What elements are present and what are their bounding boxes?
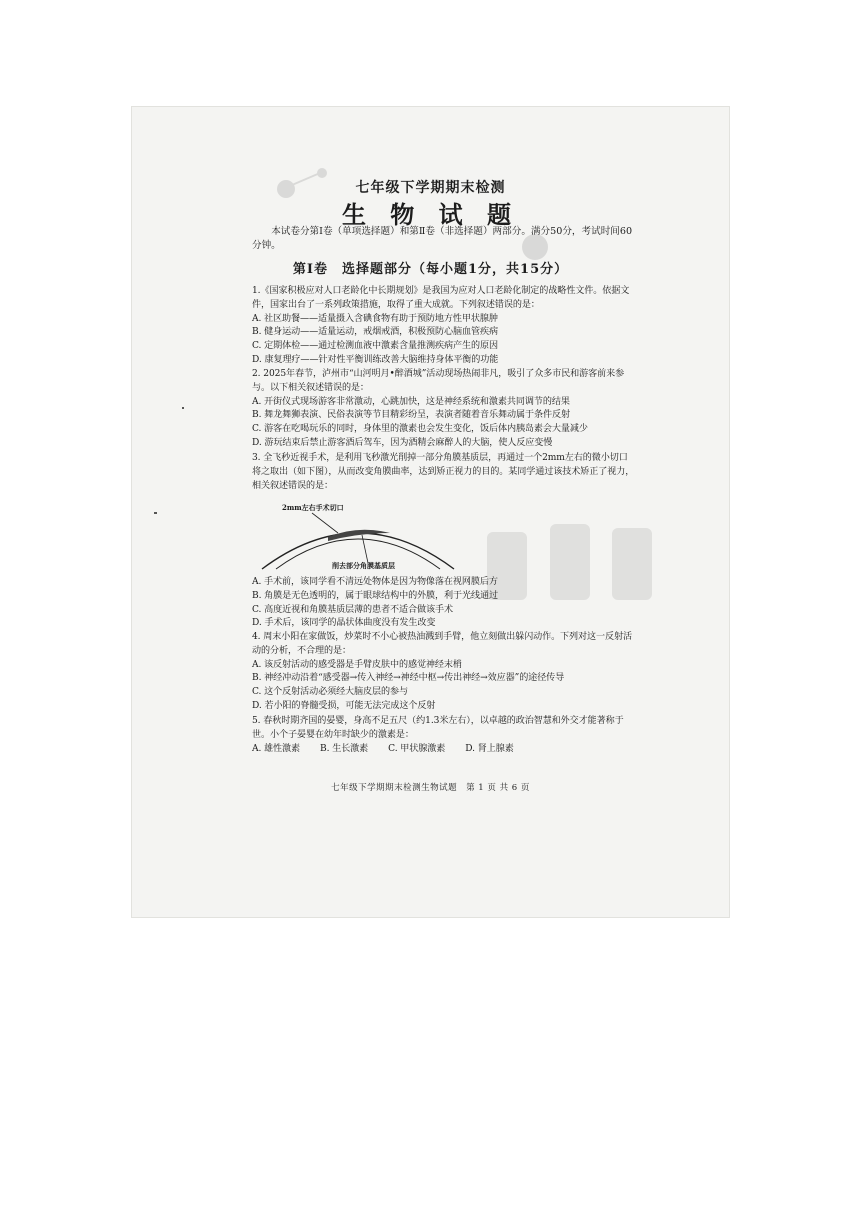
- question-1: [252, 285, 636, 368]
- option-b: B. 生长激素: [320, 743, 369, 754]
- option-d: D. 康复理疗——针对性平衡训练改善大脑维持身体平衡的功能: [252, 354, 499, 365]
- option-b: B. 健身运动——适量运动，戒烟戒酒，积极预防心脑血管疾病: [252, 327, 499, 338]
- scanned-page: [131, 106, 730, 918]
- question-5: [252, 715, 636, 756]
- option-c: C. 这个反射活动必须经大脑皮层的参与: [252, 687, 409, 698]
- scan-speck: [154, 512, 157, 514]
- question-4: [252, 631, 636, 714]
- option-d: D. 肾上腺素: [465, 743, 514, 754]
- question-2: [252, 368, 636, 451]
- question-3-options: [252, 576, 636, 631]
- question-stem: 2. 2025年春节，泸州市“山河明月•醉酒城”活动现场热闹非凡，吸引了众多市民和游客前来参与。以下相关叙述错误的是：: [252, 369, 625, 393]
- question-stem: 1.《国家积极应对人口老龄化中长期规划》是我国为应对人口老龄化制定的战略性文件。依据文件，国家出台了一系列政策措施，取得了重大成就。下列叙述错误的是：: [252, 286, 630, 310]
- section-title: 第Ⅰ卷 选择题部分（每小题1分，共15分）: [292, 262, 569, 277]
- cornea-surgery-figure: [258, 503, 458, 573]
- option-c: C. 高度近视和角膜基质层薄的患者不适合做该手术: [252, 604, 453, 615]
- option-c: C. 游客在吃喝玩乐的同时，身体里的激素也会发生变化，饭后体内胰岛素会大量减少: [252, 424, 588, 435]
- question-stem: 4. 周末小阳在家做饭，炒菜时不小心被热油溅到手臂，他立刻做出躲闪动作。下列对这一反射活动的分析，不合理的是：: [252, 632, 633, 656]
- option-c: C. 甲状腺激素: [388, 743, 446, 754]
- scan-speck: [182, 407, 184, 409]
- option-a: A. 开街仪式现场游客非常激动，心跳加快，这是神经系统和激素共同调节的结果: [252, 396, 570, 407]
- option-b: B. 舞龙舞狮表演、民俗表演等节目精彩纷呈，表演者随着音乐舞动属于条件反射: [252, 410, 570, 421]
- option-d: D. 游玩结束后禁止游客酒后驾车，因为酒精会麻醉人的大脑，使人反应变慢: [252, 437, 553, 448]
- exam-intro: 本试卷分第Ⅰ卷（单项选择题）和第Ⅱ卷（非选择题）两部分。满分50分，考试时间60分钟。: [252, 226, 633, 251]
- option-d: D. 手术后，该同学的晶状体曲度没有发生改变: [252, 618, 436, 629]
- figure-label-stroma: 削去部分角膜基质层: [332, 561, 395, 570]
- question-stem: 5. 春秋时期齐国的晏婴，身高不足五尺（约1.3米左右），以卓越的政治智慧和外交才能著称于世。小个子晏婴在幼年时缺少的激素是：: [252, 716, 624, 740]
- question-3: [252, 452, 636, 493]
- page-footer: 七年级下学期期末检测生物试题 第 1 页 共 6 页: [331, 783, 530, 793]
- question-stem: 3. 全飞秒近视手术，是利用飞秒激光削掉一部分角膜基质层，再通过一个2mm左右的微小切口将之取出（如下图），从而改变角膜曲率，达到矫正视力的目的。某同学通过该技术矫正了视力，相关叙述错误的是：: [252, 453, 635, 491]
- option-b: B. 神经冲动沿着“感受器→传入神经→神经中枢→传出神经→效应器”的途径传导: [252, 673, 565, 684]
- option-d: D. 若小阳的脊髓受损，可能无法完成这个反射: [252, 700, 436, 711]
- option-a: A. 手术前，该同学看不清远处物体是因为物像落在视网膜后方: [252, 577, 498, 587]
- option-a: A. 该反射活动的感受器是手臂皮肤中的感觉神经末梢: [252, 659, 462, 670]
- figure-label-incision: 2mm左右手术切口: [282, 503, 344, 512]
- option-b: B. 角膜是无色透明的，属于眼球结构中的外膜，利于光线通过: [252, 590, 499, 601]
- exam-title: 生 物 试 题: [341, 200, 520, 229]
- exam-subtitle: 七年级下学期期末检测: [355, 180, 506, 196]
- option-c: C. 定期体检——通过检测血液中激素含量推测疾病产生的原因: [252, 341, 498, 352]
- option-a: A. 雄性激素: [252, 743, 301, 754]
- option-a: A. 社区助餐——适量摄入含碘食物有助于预防地方性甲状腺肿: [252, 313, 498, 324]
- options-row: [252, 743, 636, 757]
